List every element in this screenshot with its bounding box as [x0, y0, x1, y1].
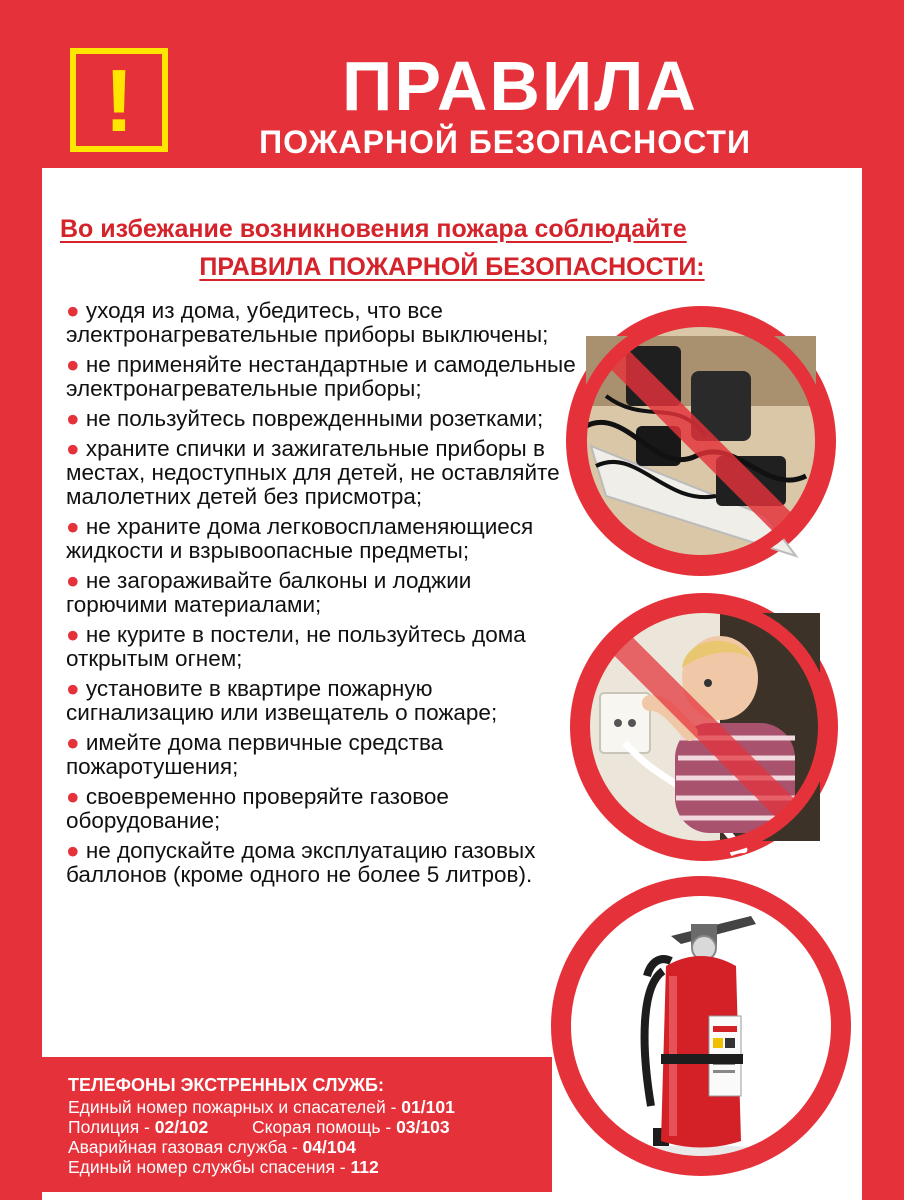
- bullet-dot-icon: ●: [66, 514, 86, 539]
- contact-label: Единый номер пожарных и спасателей -: [68, 1097, 402, 1117]
- fire-extinguisher-illustration: [551, 876, 851, 1176]
- rule-text: не допускайте дома эксплуатацию газовых баллонов (кроме одного не более 5 литров).: [66, 838, 536, 887]
- rule-text: установите в квартире пожарную сигнализацию или извещатель о пожаре;: [66, 676, 498, 725]
- contact-number: 02/102: [154, 1117, 209, 1137]
- contact-number: 112: [350, 1157, 379, 1177]
- bullet-dot-icon: ●: [66, 622, 86, 647]
- rule-text: не храните дома легковоспламеняющиеся жидкости и взрывоопасные предметы;: [66, 514, 534, 563]
- contact-label: Скорая помощь -: [252, 1117, 397, 1137]
- rule-text: храните спички и зажигательные приборы в местах, недоступных для детей, не оставляйте малолетних детей без присмотра;: [66, 436, 560, 509]
- list-item: [66, 785, 576, 833]
- contact-label: Аварийная газовая служба -: [68, 1137, 303, 1157]
- rule-text: не загораживайте балконы и лоджии горючими материалами;: [66, 568, 472, 617]
- rule-text: не курите в постели, не пользуйтесь дома открытым огнем;: [66, 622, 526, 671]
- contact-line-gas: [68, 1137, 356, 1157]
- bullet-dot-icon: ●: [66, 730, 86, 755]
- rule-text: уходя из дома, убедитесь, что все электронагревательные приборы выключены;: [66, 298, 549, 347]
- child-outlet-illustration: [570, 593, 838, 861]
- list-item: [66, 731, 576, 779]
- bullet-dot-icon: ●: [66, 406, 86, 431]
- rule-text: не применяйте нестандартные и самодельные электронагревательные приборы;: [66, 352, 576, 401]
- list-item: [66, 623, 576, 671]
- bullet-dot-icon: ●: [66, 784, 86, 809]
- power-strip-illustration: [566, 306, 836, 576]
- list-item: [66, 515, 576, 563]
- list-item: [66, 353, 576, 401]
- list-item: [66, 569, 576, 617]
- bullet-dot-icon: ●: [66, 838, 86, 863]
- contact-line-police: [68, 1117, 208, 1137]
- contacts-heading: ТЕЛЕФОНЫ ЭКСТРЕННЫХ СЛУЖБ:: [68, 1075, 384, 1095]
- poster-subtitle: ПОЖАРНОЙ БЕЗОПАСНОСТИ: [259, 124, 751, 160]
- contact-label: Единый номер службы спасения -: [68, 1157, 351, 1177]
- contact-number: 01/101: [401, 1097, 455, 1117]
- list-item: [66, 677, 576, 725]
- list-item: [66, 299, 576, 347]
- intro-heading: ПРАВИЛА ПОЖАРНОЙ БЕЗОПАСНОСТИ:: [199, 253, 705, 281]
- bullet-dot-icon: ●: [66, 436, 86, 461]
- bullet-dot-icon: ●: [66, 676, 86, 701]
- list-item: [66, 437, 576, 509]
- contact-line-ambulance: [252, 1117, 450, 1137]
- list-item: [66, 407, 576, 431]
- rule-text: своевременно проверяйте газовое оборудование;: [66, 784, 449, 833]
- bullet-dot-icon: ●: [66, 568, 86, 593]
- contact-number: 04/104: [302, 1137, 357, 1157]
- exclamation-icon: !: [104, 51, 134, 150]
- emergency-contacts: [42, 1057, 552, 1192]
- poster-title: ПРАВИЛА: [342, 47, 698, 125]
- contact-number: 03/103: [396, 1117, 450, 1137]
- list-item: [66, 839, 576, 887]
- rules-list: [66, 299, 576, 893]
- warning-exclamation-icon: [70, 48, 168, 152]
- contact-line-fire: [68, 1097, 455, 1117]
- rule-text: не пользуйтесь поврежденными розетками;: [85, 406, 544, 431]
- bullet-dot-icon: ●: [66, 298, 86, 323]
- bullet-dot-icon: ●: [66, 352, 86, 377]
- intro-line: Во избежание возникновения пожара соблюдайте: [60, 215, 687, 243]
- rule-text: имейте дома первичные средства пожаротушения;: [66, 730, 444, 779]
- contact-label: Полиция -: [68, 1117, 155, 1137]
- contact-line-rescue: [68, 1157, 379, 1177]
